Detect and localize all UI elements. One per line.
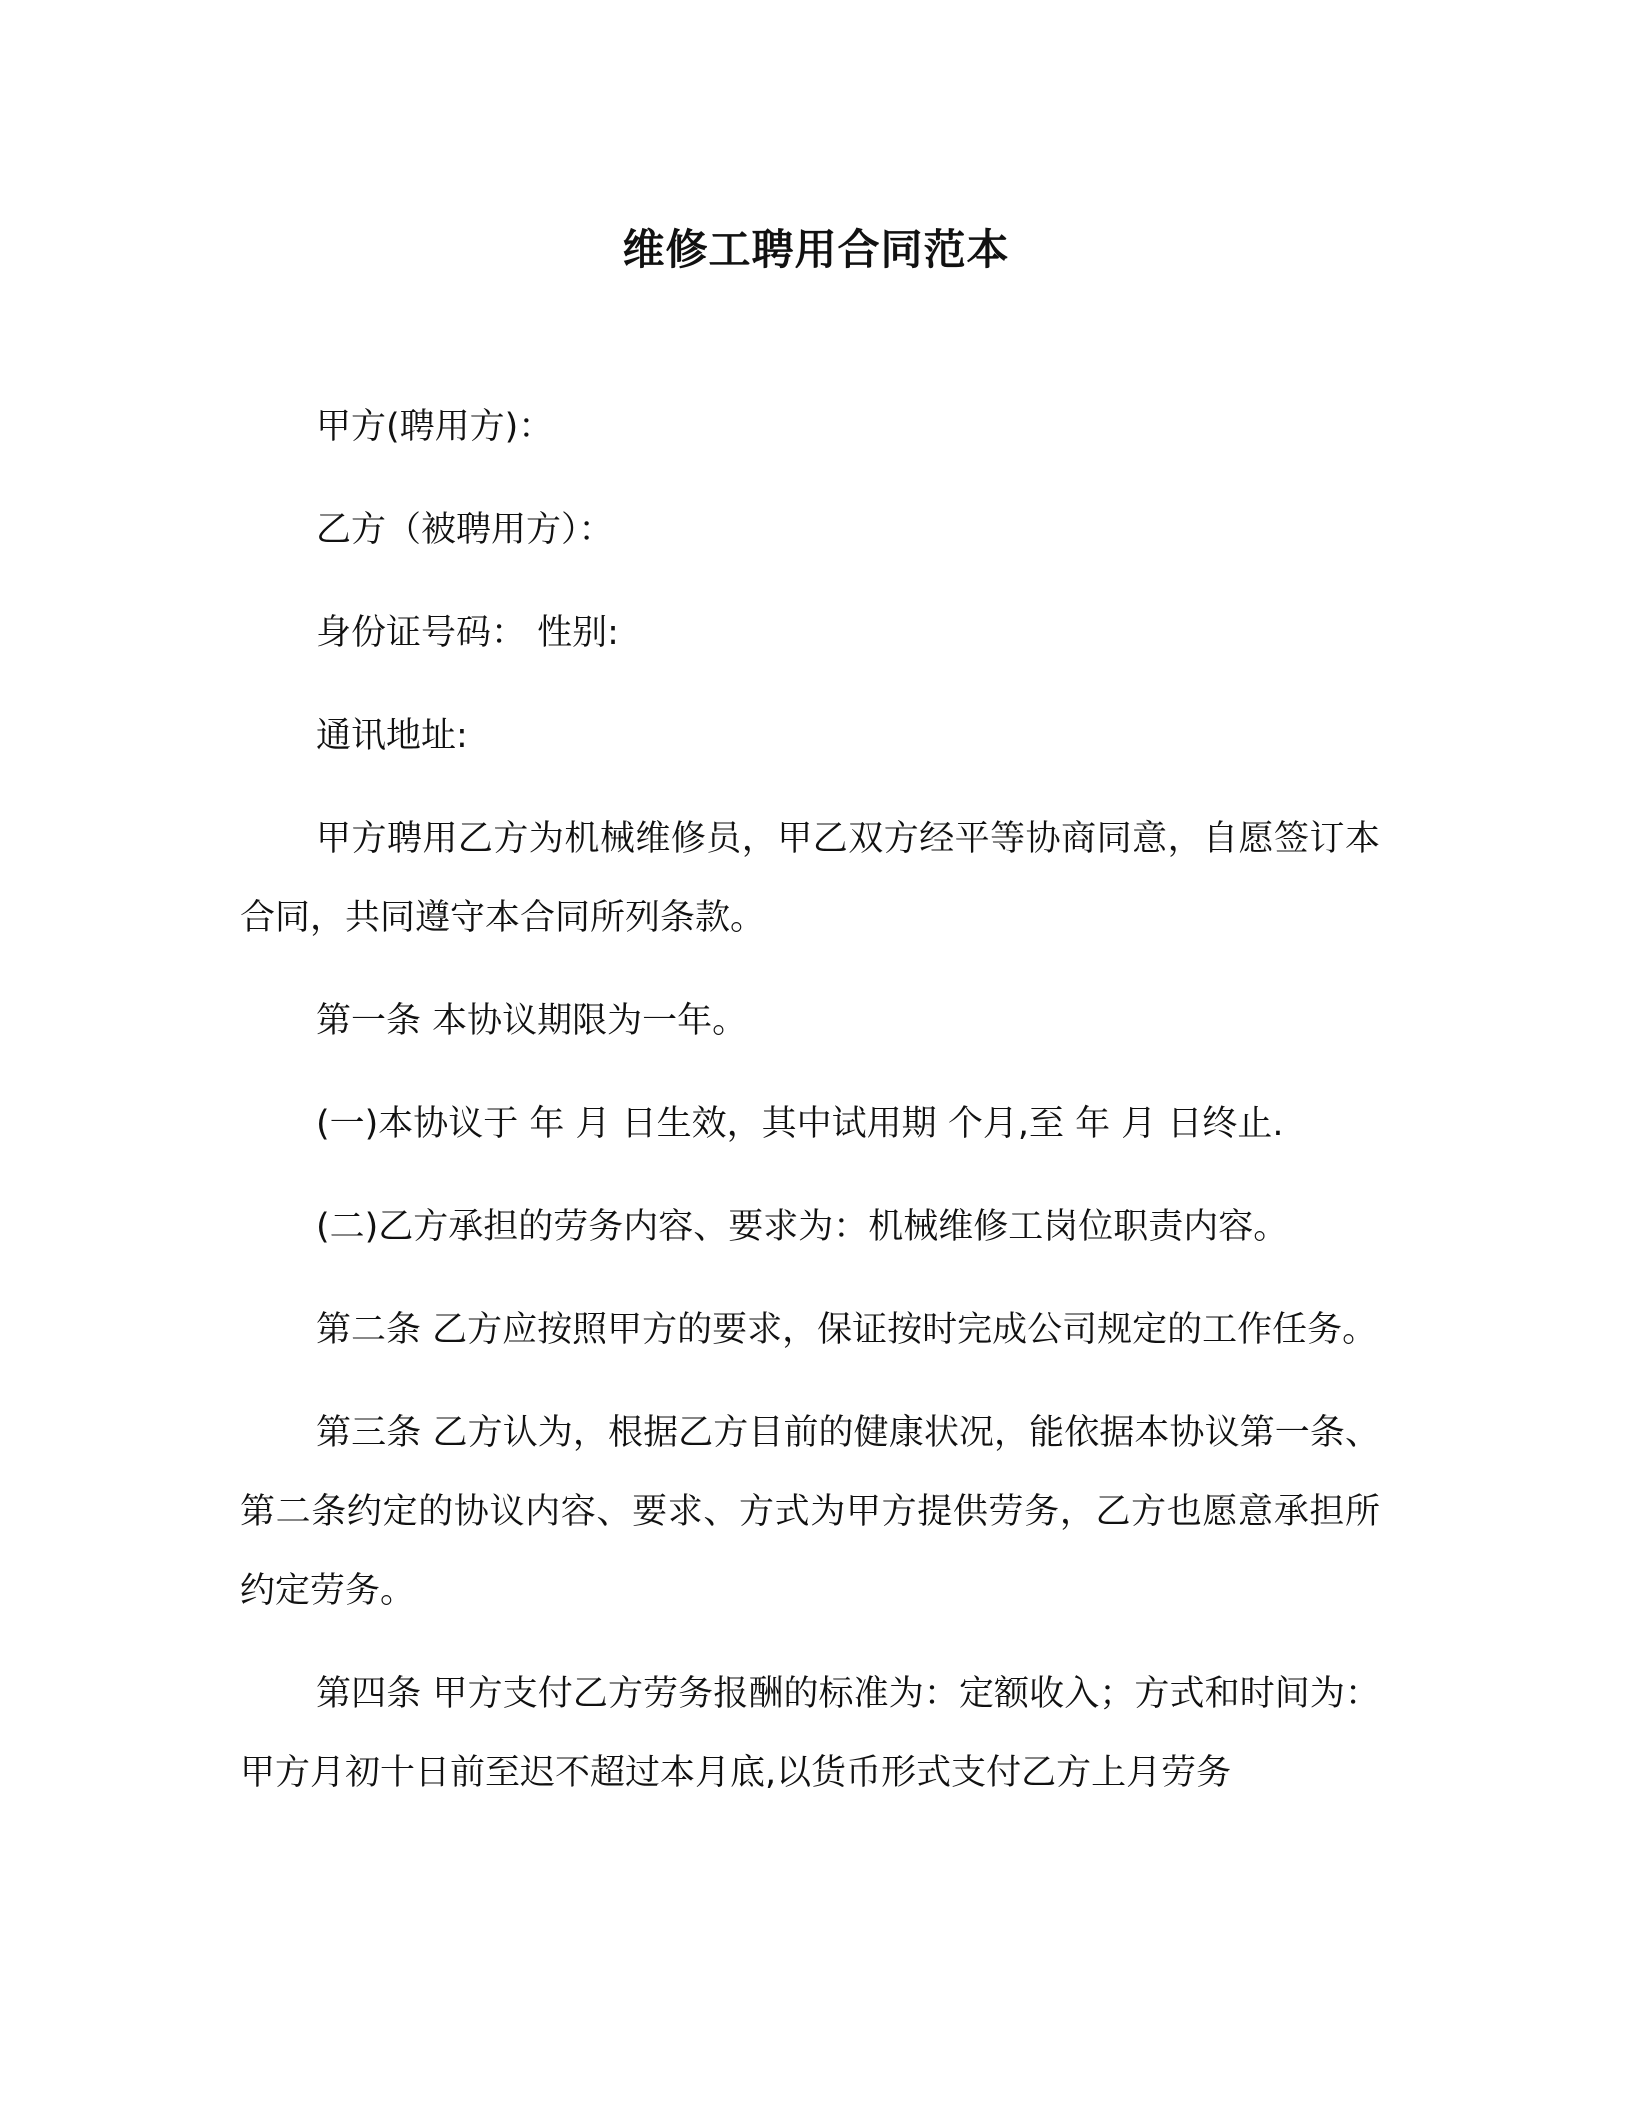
paragraph-party-b: 乙方（被聘用方）： (316, 510, 614, 550)
document-title: 维修工聘用合同范本 (622, 225, 1010, 274)
paragraph-article-1-item-1: (一)本协议于 年 月 日生效，其中试用期 个月,至 年 月 日终止. (316, 1104, 1284, 1144)
document-body (240, 388, 1380, 1837)
paragraph-article-4: 第四条 甲方支付乙方劳务报酬的标准为：定额收入；方式和时间为：甲方月初十日前至迟不超过本月底,以货币形式支付乙方上月劳务 (240, 1674, 1380, 1793)
paragraph-id-gender: 身份证号码： 性别: (316, 613, 619, 653)
paragraph-article-3: 第三条 乙方认为，根据乙方目前的健康状况，能依据本协议第一条、第二条约定的协议内容、要求、方式为甲方提供劳务，乙方也愿意承担所约定劳务。 (240, 1413, 1380, 1611)
paragraph-intro: 甲方聘用乙方为机械维修员，甲乙双方经平等协商同意，自愿签订本合同，共同遵守本合同所列条款。 (240, 819, 1380, 938)
paragraph-address: 通讯地址: (316, 716, 468, 756)
paragraph-party-a: 甲方(聘用方)： (316, 407, 554, 447)
paragraph-article-1: 第一条 本协议期限为一年。 (316, 1001, 748, 1041)
paragraph-article-2: 第二条 乙方应按照甲方的要求，保证按时完成公司规定的工作任务。 (316, 1310, 1378, 1350)
paragraph-article-1-item-2: (二)乙方承担的劳务内容、要求为：机械维修工岗位职责内容。 (316, 1207, 1289, 1247)
